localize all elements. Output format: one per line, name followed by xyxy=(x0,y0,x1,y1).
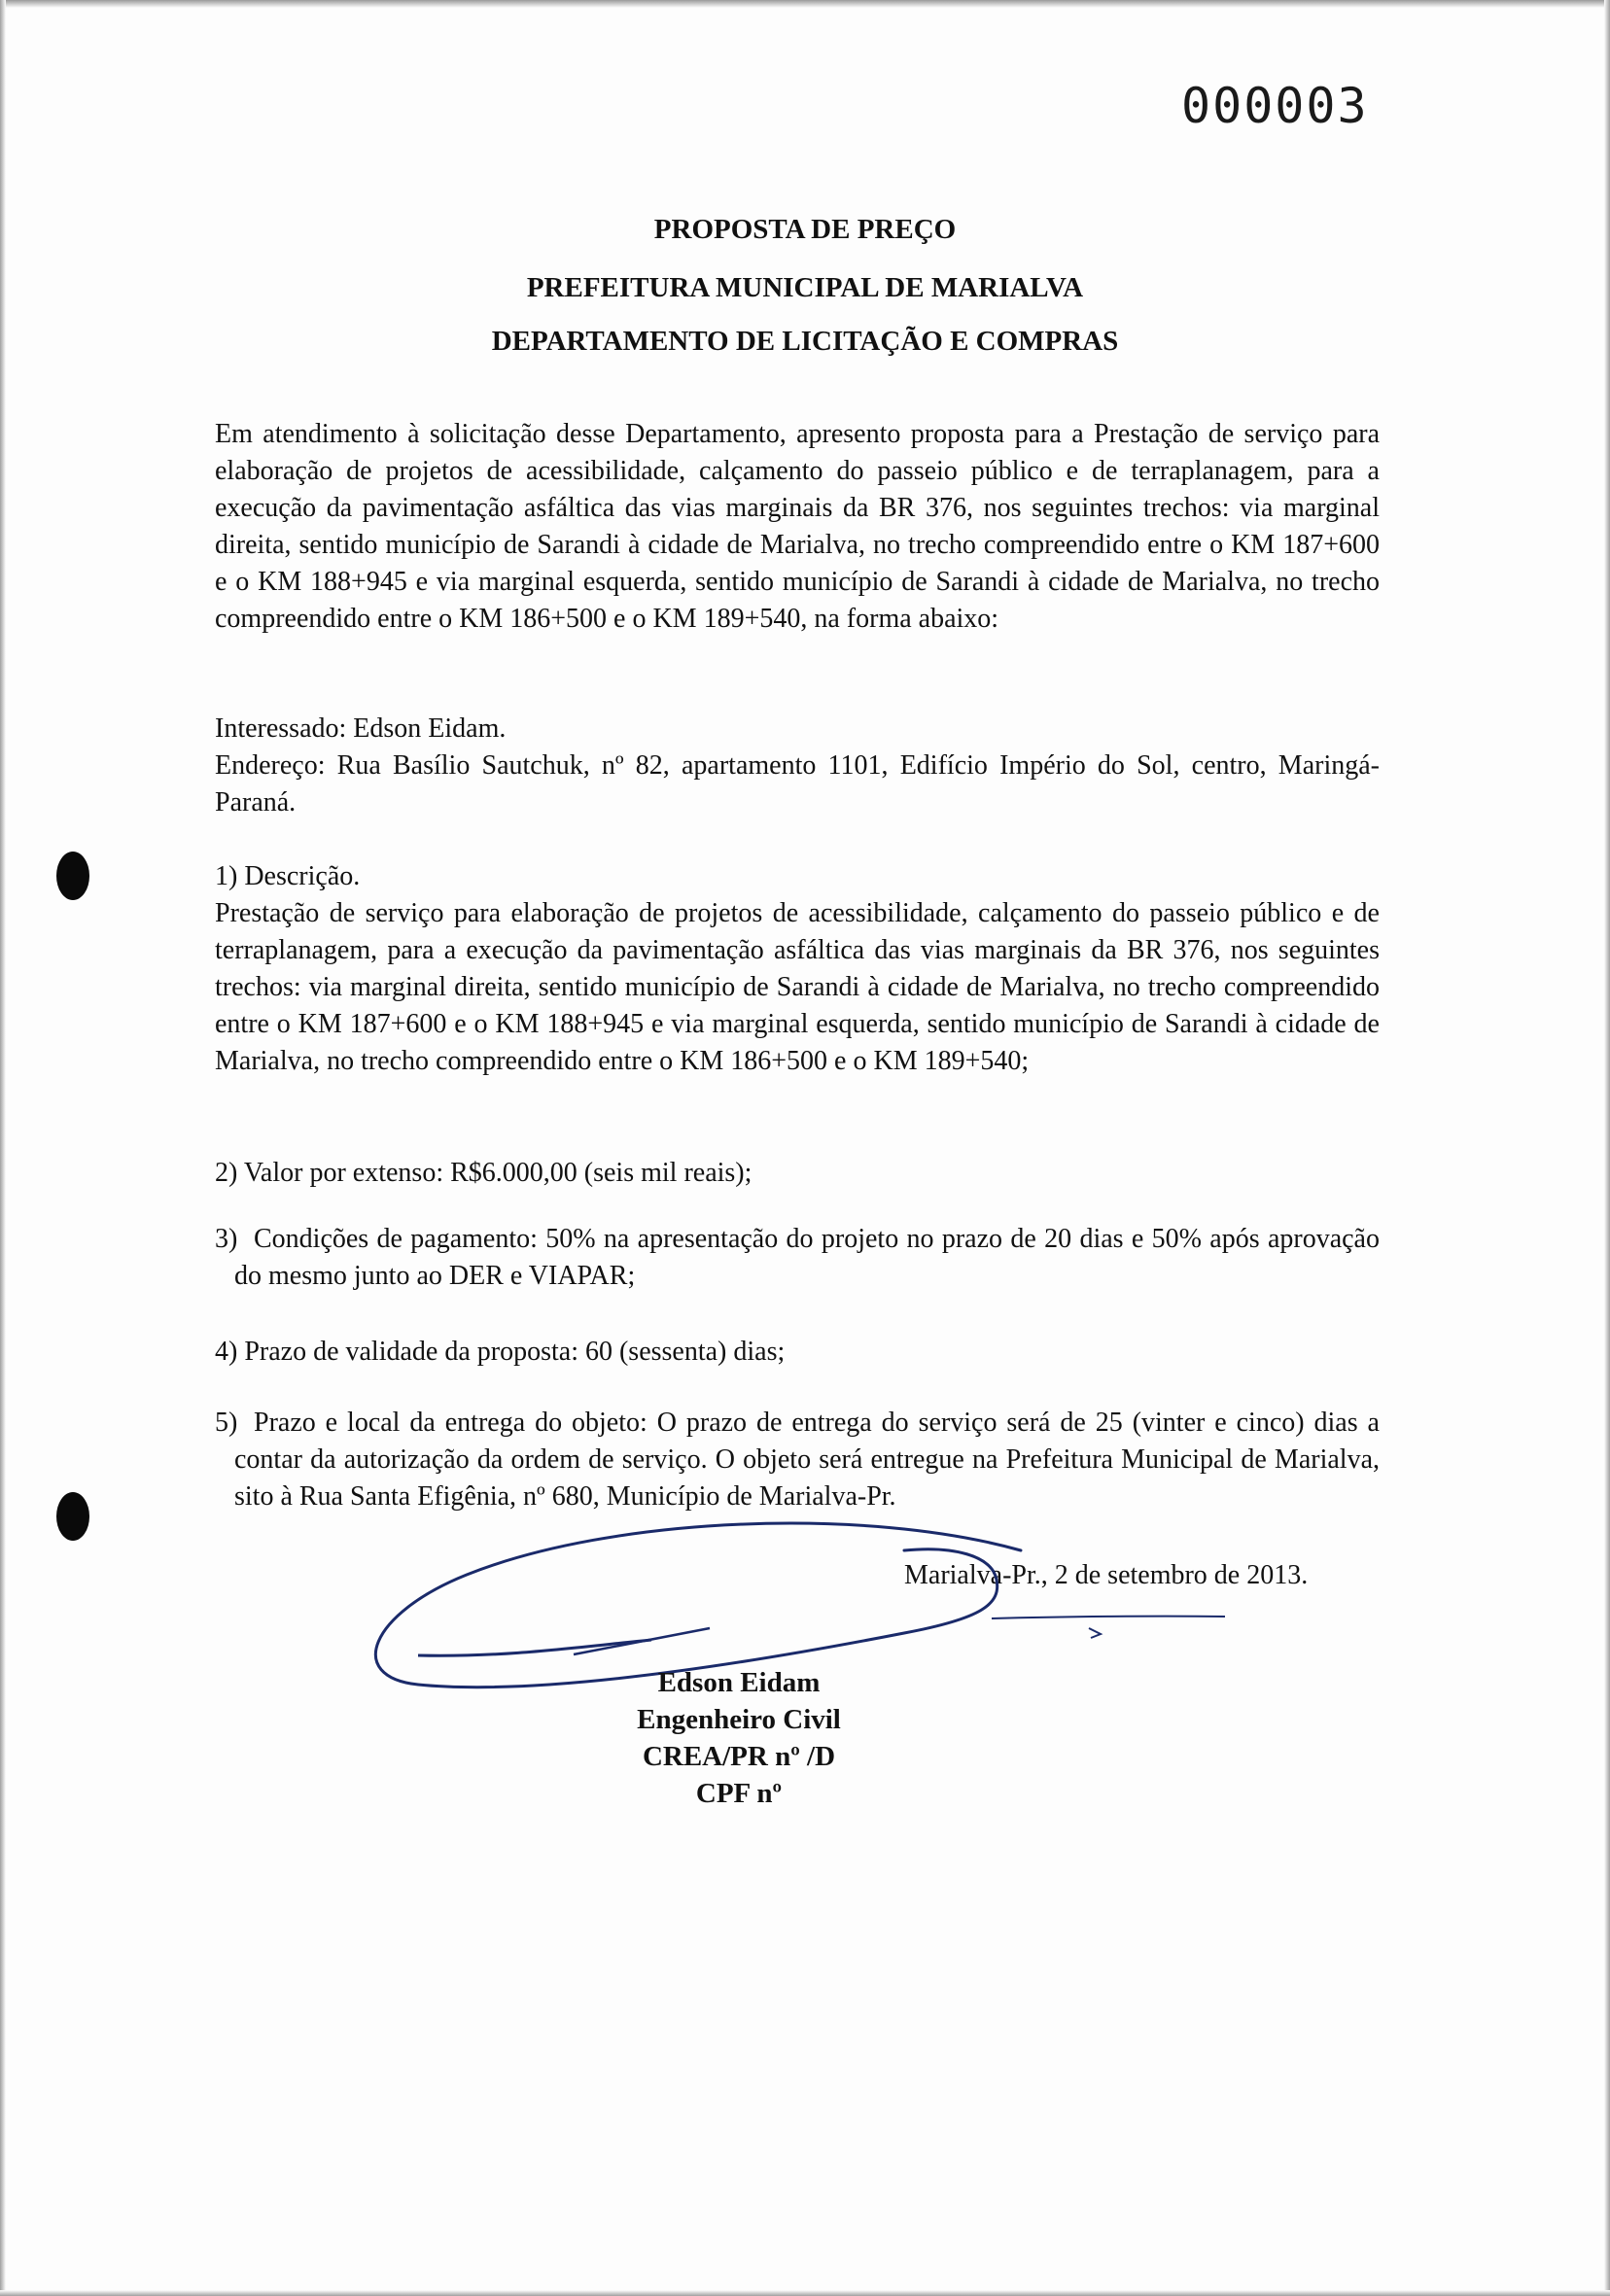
condicoes-text: Condições de pagamento: 50% na apresentação do projeto no prazo de 20 dias e 50% após aprovação do mesmo junto ao DER e VIAPAR; xyxy=(234,1224,1380,1291)
signer-cpf: CPF nº xyxy=(695,1778,783,1809)
document-subtitle-prefeitura: PREFEITURA MUNICIPAL DE MARIALVA xyxy=(526,272,1084,303)
condicoes-item xyxy=(215,1221,1380,1295)
entrega-text: Prazo e local da entrega do objeto: O prazo de entrega do serviço será de 25 (vinter e cinco) dias a contar da autorização da ordem de serviço. O objeto será entregue na Prefeitura Municipal de Marialva, sito à Rua Santa Efigênia, nº 680, Município de Marialva-Pr. xyxy=(234,1408,1380,1512)
scan-edge xyxy=(0,2290,1610,2296)
page-number-stamp: 000003 xyxy=(1181,78,1369,134)
descricao-text: Prestação de serviço para elaboração de projetos de acessibilidade, calçamento do passeio público e de terraplanagem, para a execução da pavimentação asfáltica das vias marginais da BR 376, nos seguintes trechos: via marginal direita, sentido município de Sarandi à cidade de Marialva, no trecho compreendido entre o KM 187+600 e o KM 188+945 e via marginal esquerda, sentido município de Sarandi à cidade de Marialva, no trecho compreendido entre o KM 186+500 e o KM 189+540; xyxy=(215,898,1380,1076)
signer-crea: CREA/PR nº /D xyxy=(642,1741,836,1772)
condicoes-number: 3) xyxy=(215,1224,238,1254)
signer-name: Edson Eidam xyxy=(657,1667,821,1698)
scan-edge xyxy=(0,0,1610,8)
punch-hole xyxy=(56,852,89,900)
punch-hole xyxy=(56,1492,89,1541)
date-line: Marialva-Pr., 2 de setembro de 2013. xyxy=(904,1560,1309,1590)
entrega-item xyxy=(215,1405,1380,1515)
prazo-validade-line: 4) Prazo de validade da proposta: 60 (sessenta) dias; xyxy=(215,1337,786,1367)
intro-paragraph: Em atendimento à solicitação desse Departamento, apresento proposta para a Prestação de serviço para elaboração de projetos de acessibilidade, calçamento do passeio público e de terraplanagem, para a execução da pavimentação asfáltica das vias marginais da BR 376, nos seguintes trechos: via marginal direita, sentido município de Sarandi à cidade de Marialva, no trecho compreendido entre o KM 187+600 e o KM 188+945 e via marginal esquerda, sentido município de Sarandi à cidade de Marialva, no trecho compreendido entre o KM 186+500 e o KM 189+540, na forma abaixo: xyxy=(215,419,1380,634)
signer-role: Engenheiro Civil xyxy=(637,1704,841,1735)
valor-line: 2) Valor por extenso: R$6.000,00 (seis mil reais); xyxy=(215,1158,752,1188)
entrega-number: 5) xyxy=(215,1408,238,1438)
interessado-line: Interessado: Edson Eidam. xyxy=(215,713,507,744)
document-subtitle-departamento: DEPARTAMENTO DE LICITAÇÃO E COMPRAS xyxy=(491,326,1119,357)
endereco-line: Endereço: Rua Basílio Sautchuk, nº 82, apartamento 1101, Edifício Império do Sol, centro, Maringá- Paraná. xyxy=(215,750,1380,818)
document-title: PROPOSTA DE PREÇO xyxy=(653,214,957,245)
descricao-title: 1) Descrição. xyxy=(215,861,361,891)
